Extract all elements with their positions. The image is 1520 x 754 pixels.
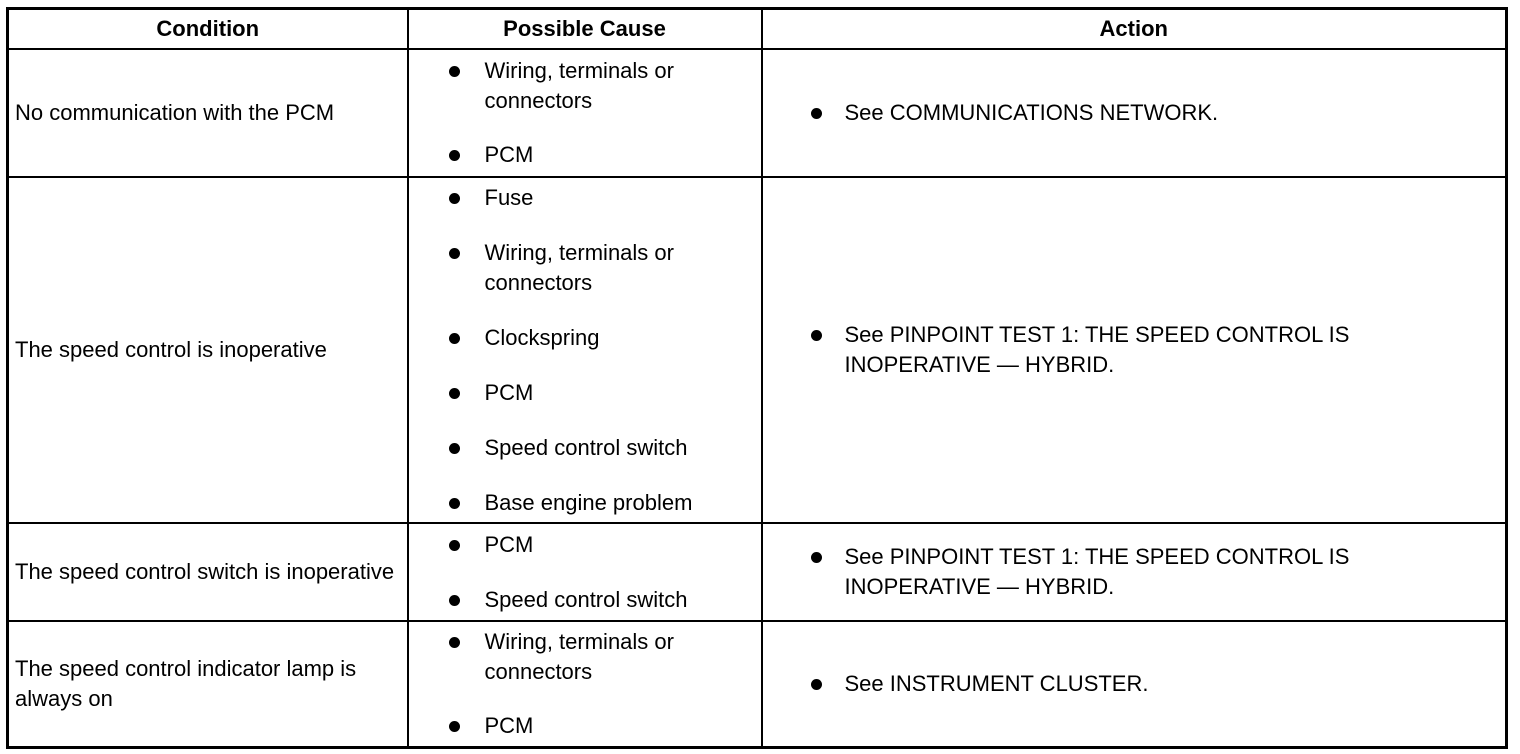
cause-cell	[408, 177, 762, 523]
list-item: See PINPOINT TEST 1: THE SPEED CONTROL IS INOPERATIVE — HYBRID.	[811, 320, 1445, 380]
action-cell	[762, 621, 1507, 747]
list-item: Speed control switch	[449, 433, 751, 463]
list-item: Wiring, terminals or connectors	[449, 238, 715, 298]
bullet-icon	[449, 540, 460, 551]
bullet-icon	[449, 721, 460, 732]
table-row	[8, 621, 1507, 747]
action-list	[811, 669, 1486, 699]
cause-cell	[408, 49, 762, 177]
list-item: Clockspring	[449, 323, 751, 353]
bullet-icon	[449, 66, 460, 77]
bullet-icon	[449, 595, 460, 606]
action-cell	[762, 177, 1507, 523]
header-possible-cause: Possible Cause	[408, 9, 762, 50]
list-item: PCM	[449, 140, 751, 170]
condition-cell: The speed control is inoperative	[8, 177, 408, 523]
cause-list	[449, 183, 751, 518]
cause-cell	[408, 621, 762, 747]
condition-cell: No communication with the PCM	[8, 49, 408, 177]
bullet-icon	[811, 108, 822, 119]
cause-list	[449, 56, 751, 170]
action-cell	[762, 49, 1507, 177]
list-item: Wiring, terminals or connectors	[449, 627, 715, 687]
header-condition: Condition	[8, 9, 408, 50]
list-item: See PINPOINT TEST 1: THE SPEED CONTROL IS INOPERATIVE — HYBRID.	[811, 542, 1445, 602]
bullet-icon	[449, 150, 460, 161]
bullet-icon	[449, 637, 460, 648]
action-list	[811, 542, 1486, 602]
bullet-icon	[811, 679, 822, 690]
bullet-icon	[811, 552, 822, 563]
bullet-icon	[449, 193, 460, 204]
bullet-icon	[449, 333, 460, 344]
list-item: PCM	[449, 711, 751, 741]
header-row	[8, 9, 1507, 50]
list-item: See COMMUNICATIONS NETWORK.	[811, 98, 1486, 128]
bullet-icon	[449, 498, 460, 509]
cause-cell	[408, 523, 762, 621]
action-cell	[762, 523, 1507, 621]
bullet-icon	[811, 330, 822, 341]
cause-list	[449, 530, 751, 615]
list-item: See INSTRUMENT CLUSTER.	[811, 669, 1486, 699]
list-item: Speed control switch	[449, 585, 751, 615]
header-action: Action	[762, 9, 1507, 50]
action-list	[811, 320, 1486, 380]
list-item: Base engine problem	[449, 488, 751, 518]
bullet-icon	[449, 443, 460, 454]
diagnosis-table	[6, 7, 1508, 749]
bullet-icon	[449, 248, 460, 259]
table-row	[8, 523, 1507, 621]
condition-cell: The speed control indicator lamp is always on	[8, 621, 408, 747]
list-item: Fuse	[449, 183, 751, 213]
condition-cell: The speed control switch is inoperative	[8, 523, 408, 621]
table-row	[8, 49, 1507, 177]
list-item: Wiring, terminals or connectors	[449, 56, 715, 116]
action-list	[811, 98, 1486, 128]
cause-list	[449, 627, 751, 741]
list-item: PCM	[449, 378, 751, 408]
table-row	[8, 177, 1507, 523]
list-item: PCM	[449, 530, 751, 560]
bullet-icon	[449, 388, 460, 399]
